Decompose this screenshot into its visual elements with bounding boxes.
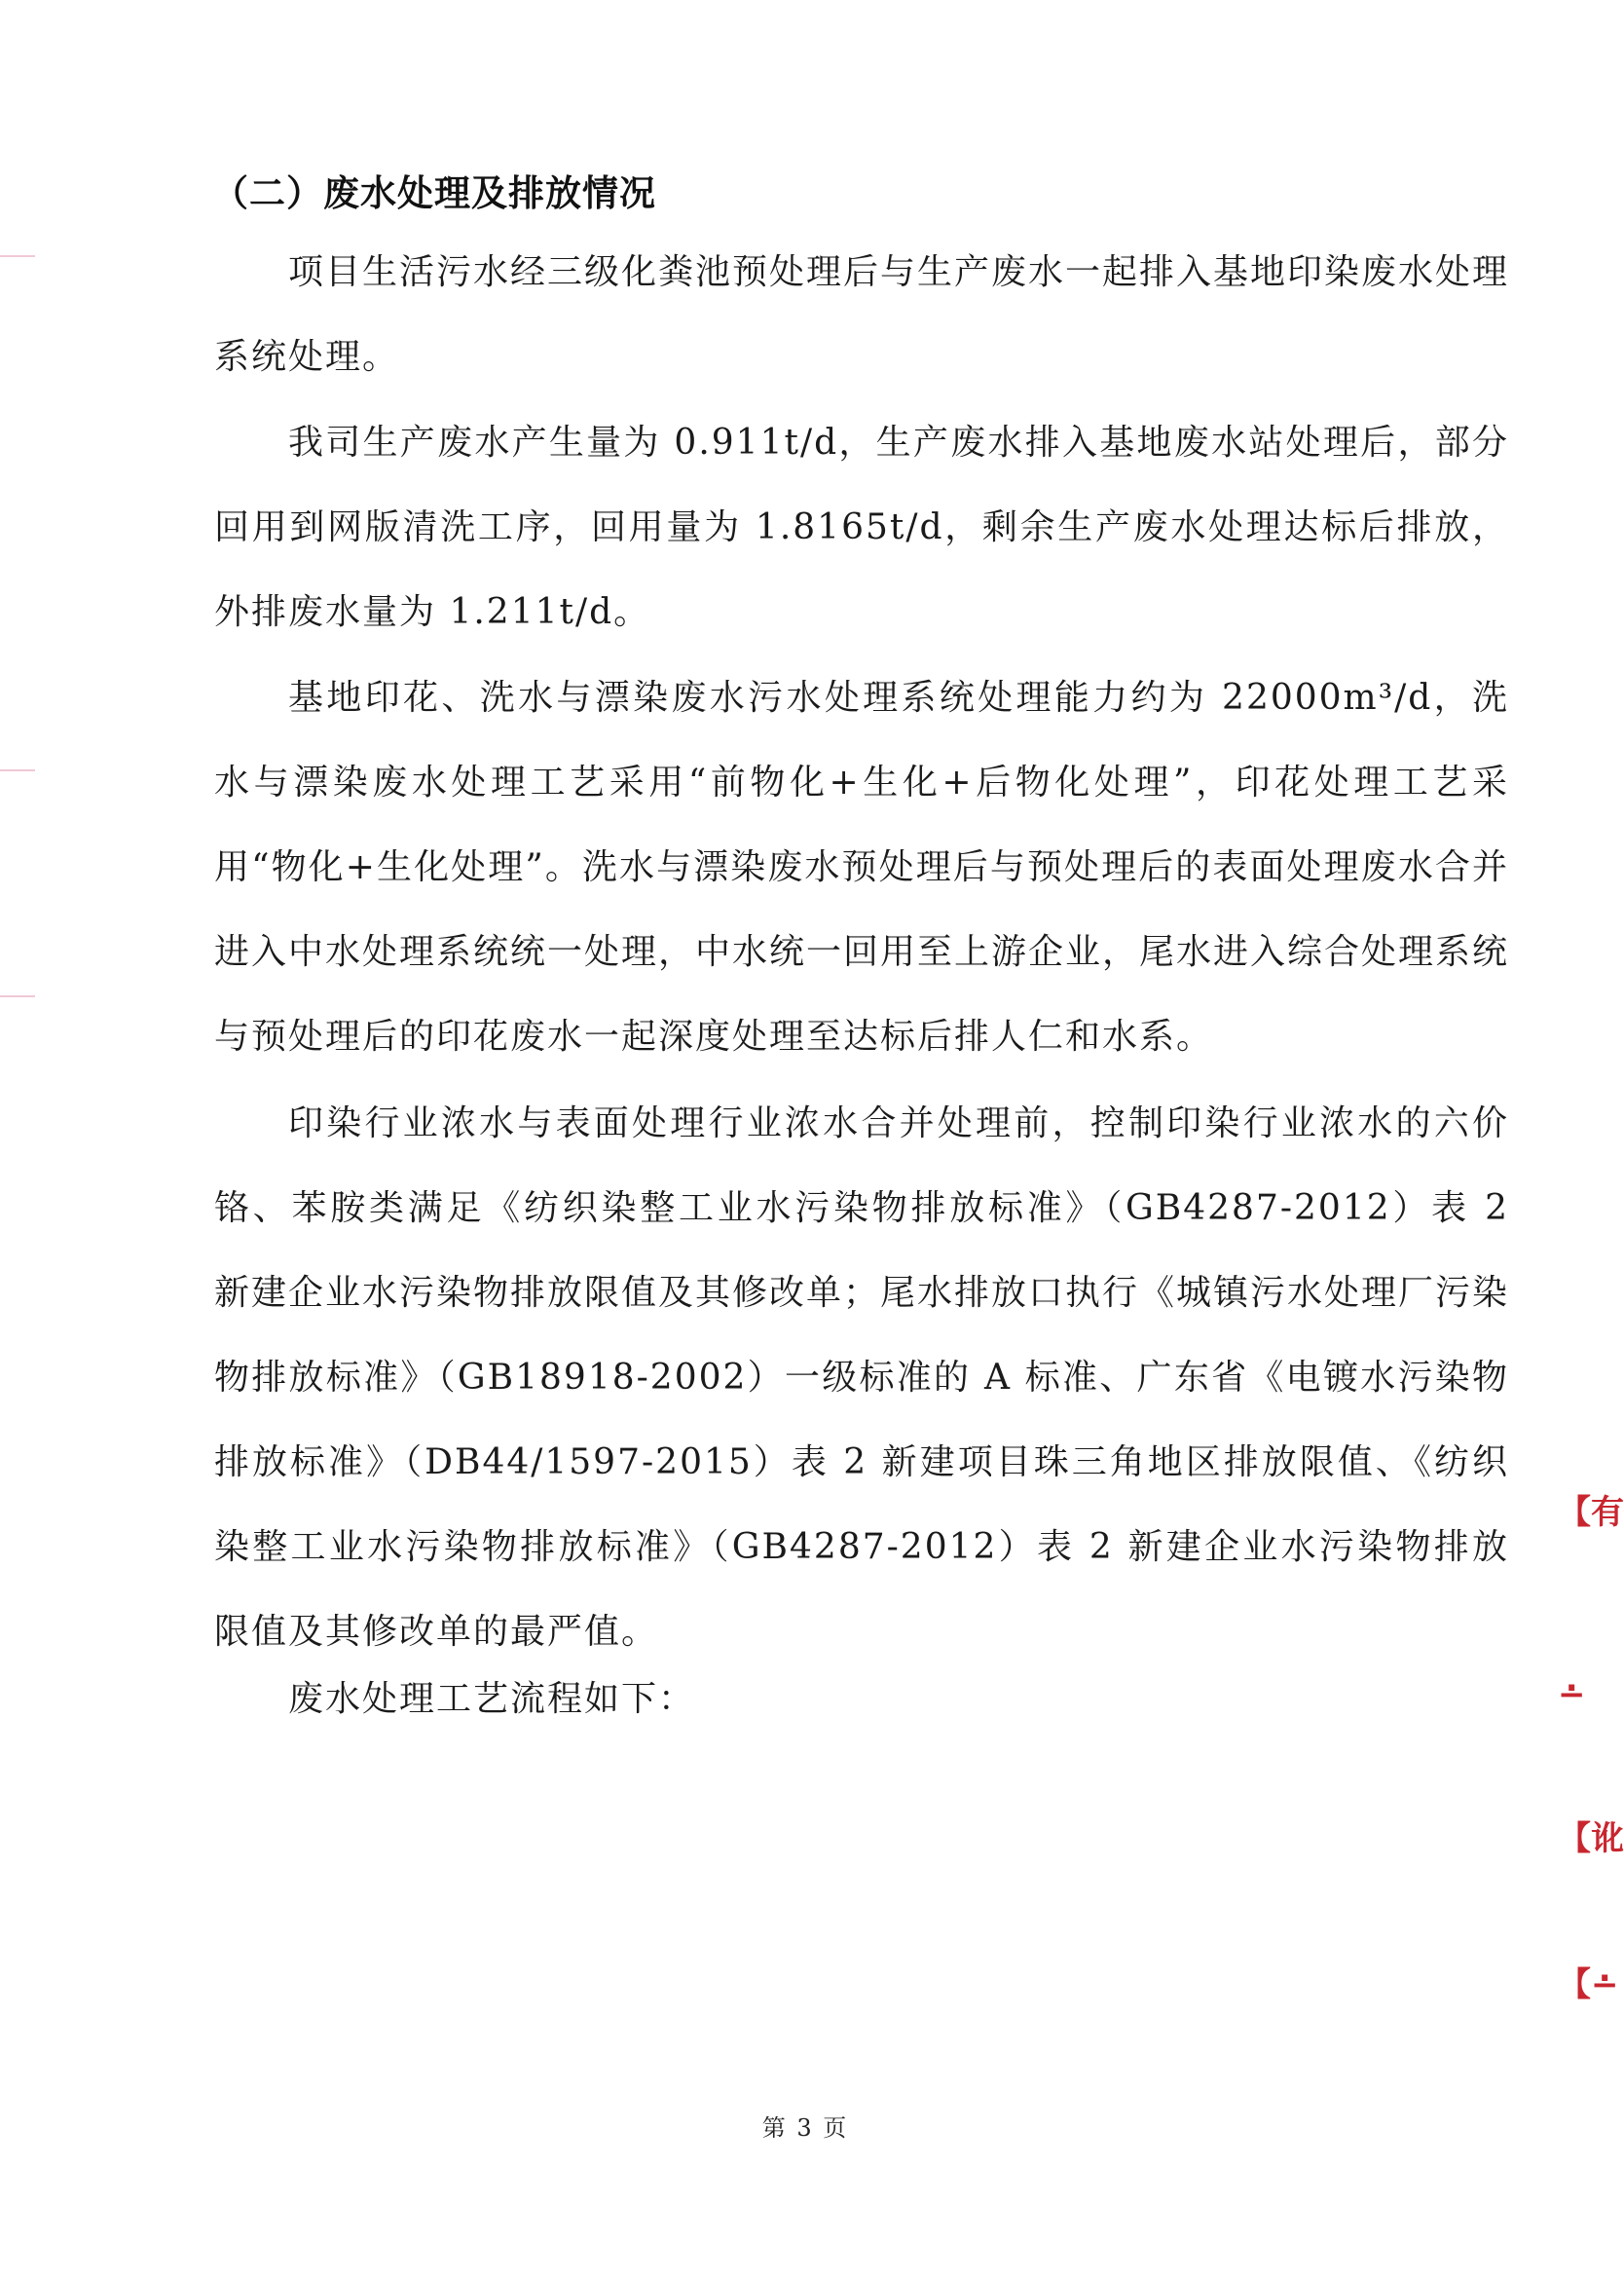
margin-mark [0,995,35,997]
paragraph-process-flow-intro: 废水处理工艺流程如下： [288,1679,696,1719]
paragraph-discharge-standards: 印染行业浓水与表面处理行业浓水合并处理前，控制印染行业浓水的六价铬、苯胺类满足《纺织染整工业水污染物排放标准》（GB4287-2012）表 2 新建企业水污染物排放限值及其修改单；尾水排放口执行《城镇污水处理厂污染物排放标准》（GB18918-2002）一级标准的 A 标准、广东省《电镀水污染物排放标准》（DB44/1597-2015）表 2 新建项目珠三角地区排放限值、《纺织染整工业水污染物排放标准》（GB4287-2012）表 2 新建企业水污染物排放限值及其修改单的最严值。 [214,1103,1510,1652]
section-heading: （二）废水处理及排放情况 [212,172,656,214]
seal-stamp-fragment: 【有 [1558,1493,1624,1532]
margin-mark [0,255,35,257]
paragraph-production-wastewater: 我司生产废水产生量为 0.911t/d，生产废水排入基地废水站处理后，部分回用到网版清洗工序，回用量为 1.8165t/d，剩余生产废水处理达标后排放，外排废水量为 1.211t/d。 [214,423,1509,632]
seal-stamp-fragment: 【讹 [1558,1819,1624,1858]
margin-mark [0,769,35,771]
seal-stamp-fragment: ∸ [1558,1675,1586,1714]
paragraph-domestic-sewage: 项目生活污水经三级化粪池预处理后与生产废水一起排入基地印染废水处理系统处理。 [214,252,1510,377]
seal-stamp-fragment: 【∸ [1558,1965,1619,2004]
paragraph-treatment-system: 基地印花、洗水与漂染废水污水处理系统处理能力约为 22000m³/d，洗水与漂染废水处理工艺采用“前物化+生化+后物化处理”，印花处理工艺采用“物化+生化处理”。洗水与漂染废水预处理后与预处理后的表面处理废水合并进入中水处理系统统一处理，中水统一回用至上游企业，尾水进入综合处理系统与预处理后的印花废水一起深度处理至达标后排人仁和水系。 [214,678,1510,1057]
page-number: 第 3 页 [761,2114,849,2142]
